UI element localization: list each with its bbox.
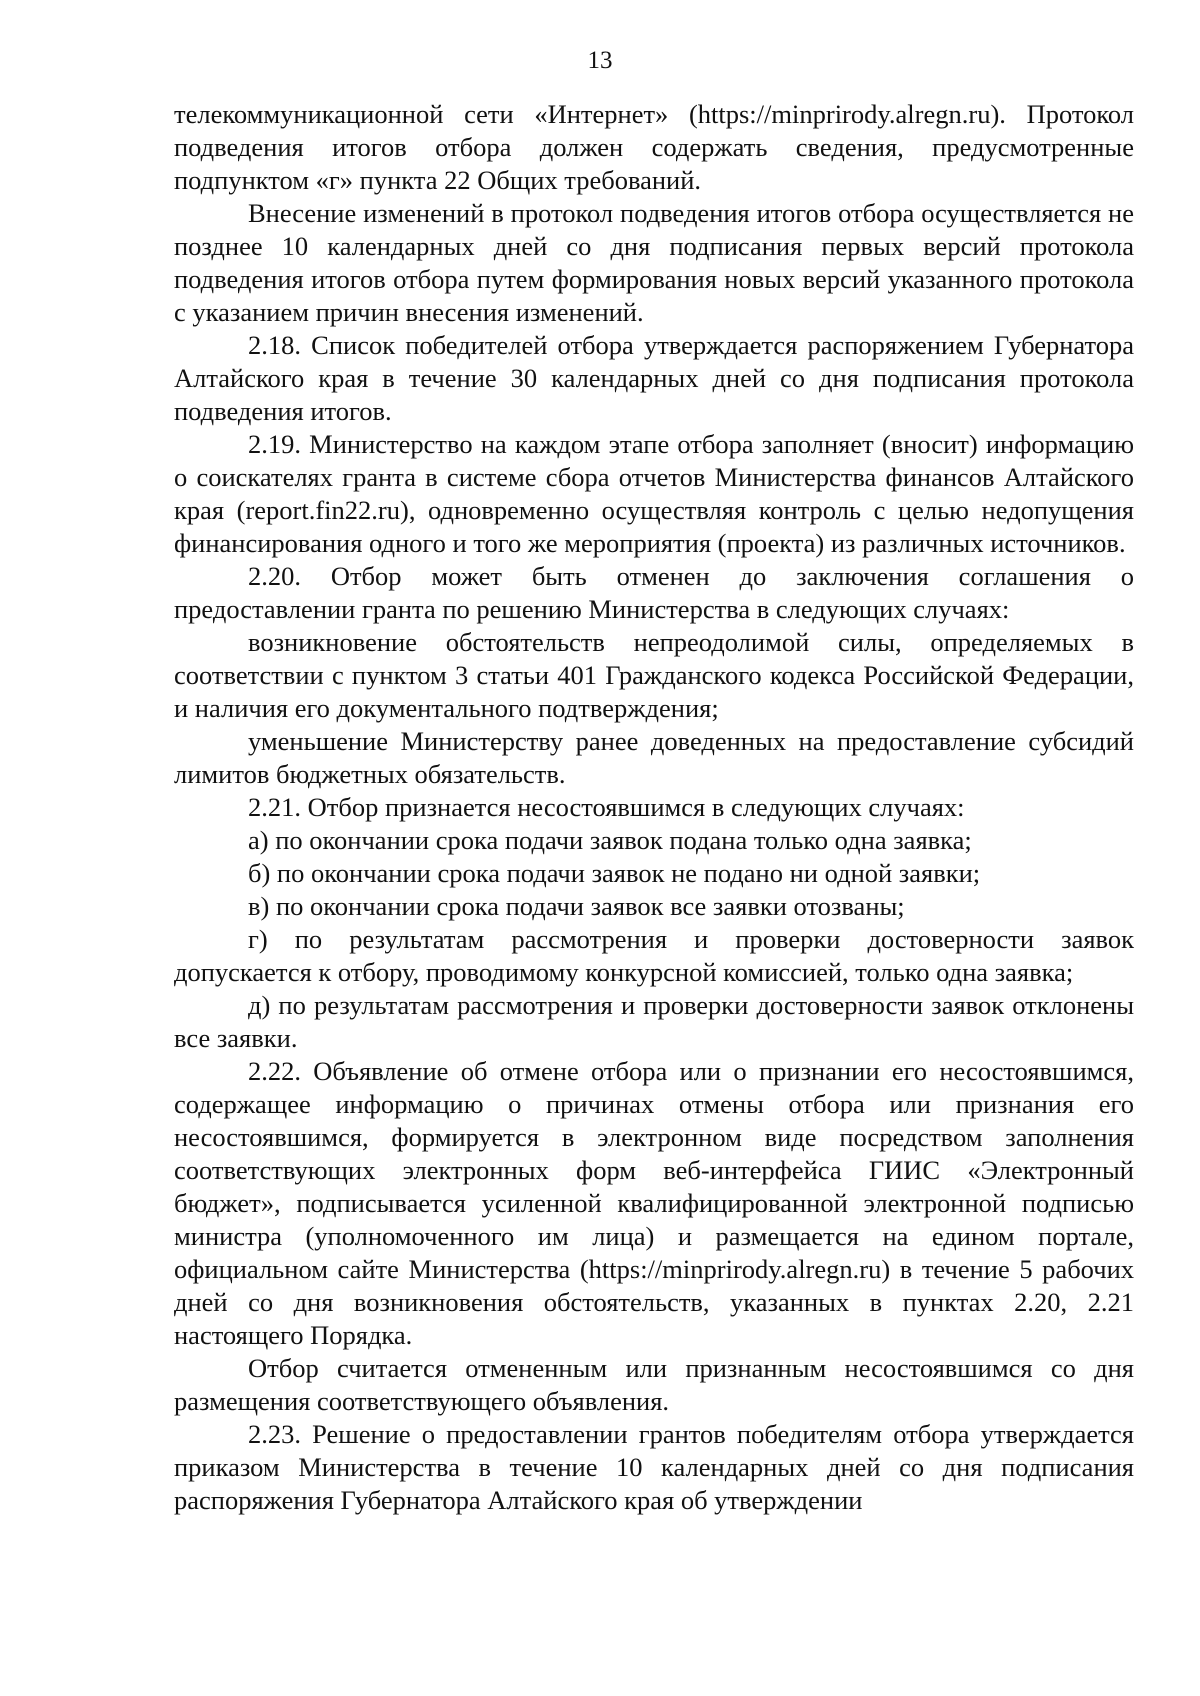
list-item-d: д) по результатам рассмотрения и проверки достоверности заявок отклонены все заявки.	[174, 990, 1134, 1053]
paragraph-cancelled-status: Отбор считается отмененным или признанным несостоявшимся со дня размещения соответствующего объявления.	[174, 1353, 1134, 1416]
page-number: 13	[587, 47, 613, 74]
list-item-a: а) по окончании срока подачи заявок подана только одна заявка;	[248, 825, 972, 855]
list-item-b: б) по окончании срока подачи заявок не подано ни одной заявки;	[248, 858, 981, 888]
paragraph-force-majeure: возникновение обстоятельств непреодолимой силы, определяемых в соответствии с пунктом 3 статьи 401 Гражданского кодекса Российской Федерации, и наличия его документального подтверждения;	[174, 627, 1134, 723]
list-item-g: г) по результатам рассмотрения и проверки достоверности заявок допускается к отбору, проводимому конкурсной комиссией, только одна заявка;	[174, 924, 1134, 987]
paragraph-2-21: 2.21. Отбор признается несостоявшимся в следующих случаях:	[248, 792, 965, 822]
paragraph-2-19: 2.19. Министерство на каждом этапе отбора заполняет (вносит) информацию о соискателях гранта в системе сбора отчетов Министерства финансов Алтайского края (report.fin22.ru), одновременно осуществляя контроль с целью недопущения финансирования одного и того же мероприятия (проекта) из различных источников.	[174, 429, 1134, 558]
list-item-v: в) по окончании срока подачи заявок все заявки отозваны;	[248, 891, 905, 921]
paragraph-2-23: 2.23. Решение о предоставлении грантов победителям отбора утверждается приказом Министерства в течение 10 календарных дней со дня подписания распоряжения Губернатора Алтайского края об утверждении	[174, 1419, 1134, 1515]
paragraph-2-18: 2.18. Список победителей отбора утверждается распоряжением Губернатора Алтайского края в течение 30 календарных дней со дня подписания протокола подведения итогов.	[174, 330, 1134, 426]
paragraph-continuation: телекоммуникационной сети «Интернет» (https://minprirody.alregn.ru). Протокол подведения итогов отбора должен содержать сведения, предусмотренные подпунктом «г» пункта 22 Общих требований.	[174, 99, 1134, 195]
paragraph-2-22: 2.22. Объявление об отмене отбора или о признании его несостоявшимся, содержащее информацию о причинах отмены отбора или признания его несостоявшимся, формируется в электронном виде посредством заполнения соответствующих электронных форм веб-интерфейса ГИИС «Электронный бюджет», подписывается усиленной квалифицированной электронной подписью министра (уполномоченного им лица) и размещается на едином портале, официальном сайте Министерства (https://minprirody.alregn.ru) в течение 5 рабочих дней со дня возникновения обстоятельств, указанных в пунктах 2.20, 2.21 настоящего Порядка.	[174, 1056, 1134, 1350]
document-body	[174, 98, 1134, 1517]
paragraph-2-20: 2.20. Отбор может быть отменен до заключения соглашения о предоставлении гранта по решению Министерства в следующих случаях:	[174, 561, 1134, 624]
paragraph-limits-reduction: уменьшение Министерству ранее доведенных на предоставление субсидий лимитов бюджетных обязательств.	[174, 726, 1134, 789]
paragraph-protocol-changes: Внесение изменений в протокол подведения итогов отбора осуществляется не позднее 10 календарных дней со дня подписания первых версий протокола подведения итогов отбора путем формирования новых версий указанного протокола с указанием причин внесения изменений.	[174, 198, 1134, 327]
